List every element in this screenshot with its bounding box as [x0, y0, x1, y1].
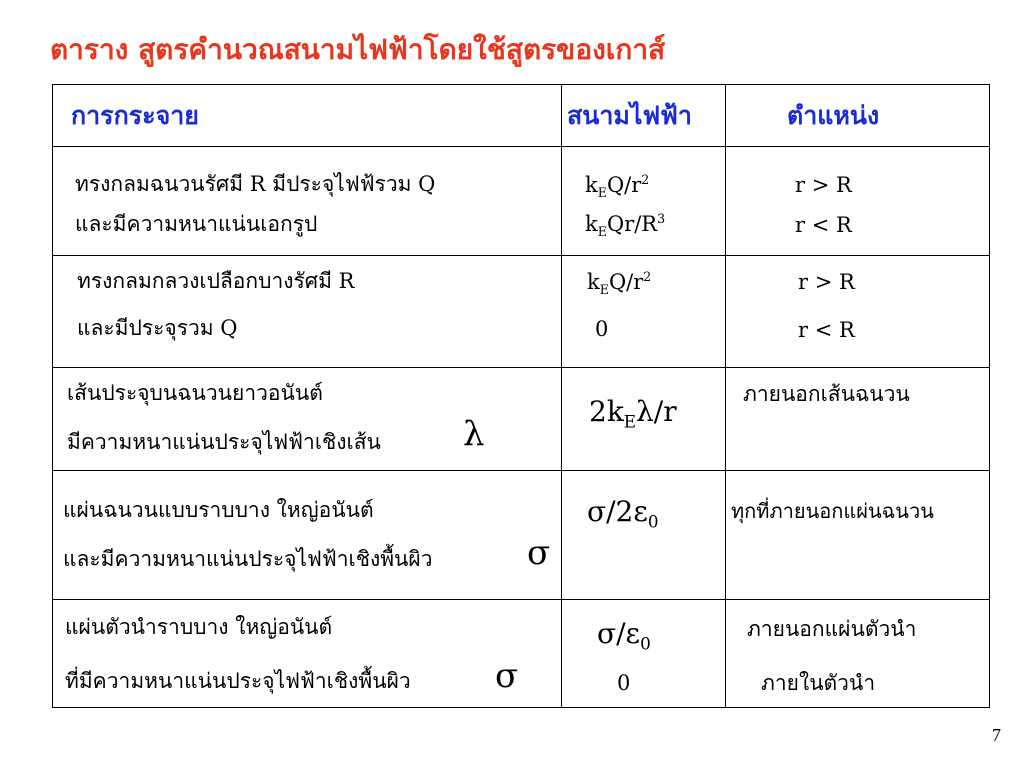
row4-position: ทุกที่ภายนอกแผ่นฉนวน: [731, 499, 934, 523]
row5-description-line1: แผ่นตัวนำราบบาง ใหญ่อนันต์: [65, 615, 333, 639]
row3-field-formula: $2k_E\lambda/r$: [589, 395, 677, 432]
row2-field-inside: 0: [595, 317, 609, 341]
row1-position-outside: r > R: [795, 173, 852, 197]
row2-position-inside: r < R: [798, 318, 855, 342]
row1-position-inside: r < R: [795, 213, 852, 237]
row2-position-outside: r > R: [798, 270, 855, 294]
column-divider: [725, 85, 726, 707]
row1-description-line2: และมีความหนาแน่นเอกรูป: [75, 212, 318, 236]
header-electric-field: สนามไฟฟ้า: [567, 101, 692, 130]
row4-description-line1: แผ่นฉนวนแบบราบบาง ใหญ่อนันต์: [63, 498, 374, 522]
row1-description-line1: ทรงกลมฉนวนรัศมี R มีประจุไฟฟ้รวม Q: [75, 172, 436, 196]
lambda-symbol: λ: [463, 414, 485, 454]
row-divider: [53, 255, 989, 256]
row4-field-formula: $\sigma/2\varepsilon_0$: [587, 495, 659, 532]
row3-description-line2: มีความหนาแน่นประจุไฟฟ้าเชิงเส้น: [67, 430, 381, 454]
row-divider: [53, 367, 989, 368]
row5-position-outside: ภายนอกแผ่นตัวนำ: [747, 617, 917, 641]
sigma-symbol: σ: [495, 656, 519, 696]
row2-field-outside: $k_EQ/r^2$: [587, 269, 652, 298]
row1-field-outside: $k_EQ/r^2$: [585, 172, 650, 201]
row5-position-inside: ภายในตัวนำ: [761, 671, 876, 695]
row3-description-line1: เส้นประจุบนฉนวนยาวอนันต์: [67, 381, 323, 405]
gauss-law-table: [52, 84, 990, 708]
sigma-symbol: σ: [527, 533, 551, 573]
page-number: 7: [992, 725, 1001, 745]
row2-description-line2: และมีประจุรวม Q: [77, 316, 238, 340]
header-position: ตำแหน่ง: [787, 101, 880, 130]
row-divider: [53, 599, 989, 600]
row5-field-outside: $\sigma/\varepsilon_0$: [597, 617, 651, 654]
column-divider: [561, 85, 562, 707]
row5-description-line2: ที่มีความหนาแน่นประจุไฟฟ้าเชิงพื้นผิว: [65, 669, 411, 693]
row2-description-line1: ทรงกลมกลวงเปลือกบางรัศมี R: [77, 269, 355, 293]
row4-description-line2: และมีความหนาแน่นประจุไฟฟ้าเชิงพื้นผิว: [63, 547, 433, 571]
row-divider: [53, 470, 989, 471]
row3-position: ภายนอกเส้นฉนวน: [743, 382, 910, 406]
slide-title: ตาราง สูตรคำนวณสนามไฟฟ้าโดยใช้สูตรของเกาส์: [50, 33, 666, 66]
header-distribution: การกระจาย: [71, 101, 199, 130]
row1-field-inside: $k_EQr/R^3$: [585, 211, 666, 240]
row-divider: [53, 146, 989, 147]
row5-field-inside: 0: [617, 671, 631, 695]
